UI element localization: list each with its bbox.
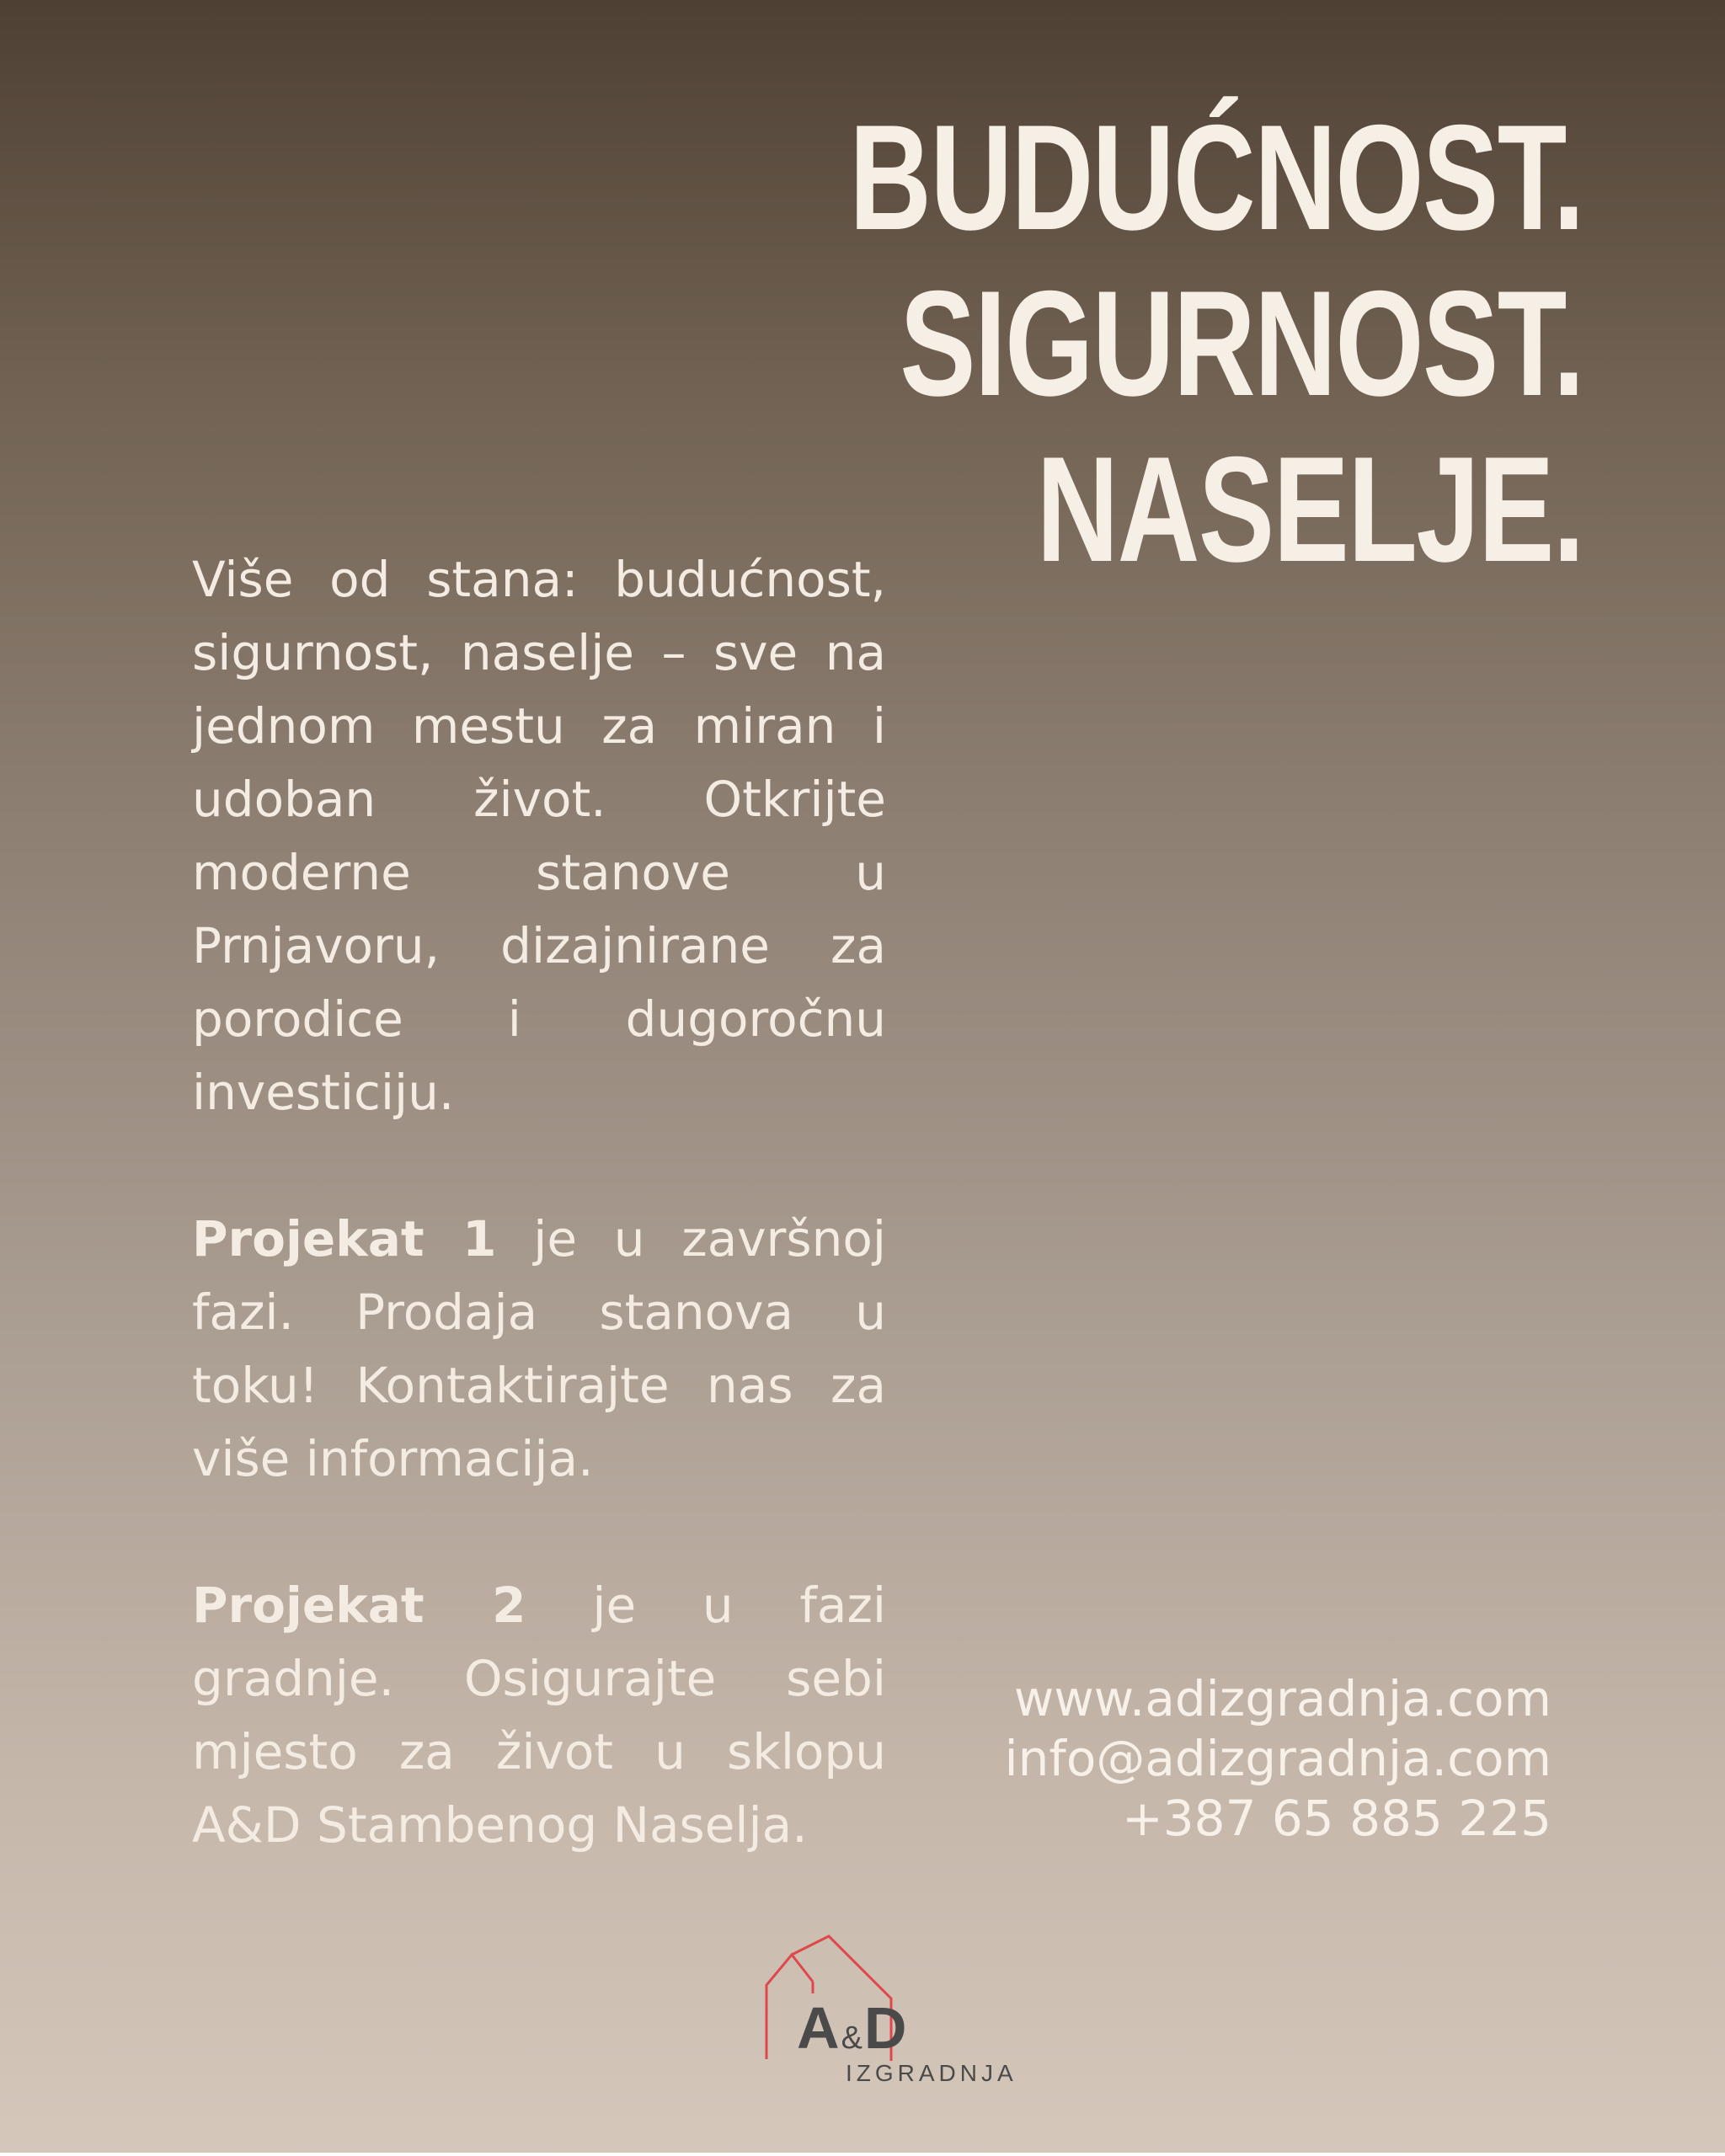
project-2-label: Projekat 2 <box>192 1577 526 1634</box>
email-link[interactable]: info@adizgradnja.com <box>1004 1730 1551 1787</box>
logo-letter-d: D <box>863 1995 907 2061</box>
project-1-label: Projekat 1 <box>192 1210 497 1267</box>
website-link[interactable]: www.adizgradnja.com <box>1013 1670 1551 1727</box>
phone-number[interactable]: +387 65 885 225 <box>1122 1790 1551 1847</box>
intro-paragraph: Više od stana: budućnost, sigurnost, naselje – sve na jednom mestu za miran i udoban život. Otkrijte moderne stanove u Prnjavoru, dizajnirane za porodice i dugoročnu investiciju. <box>192 551 886 1121</box>
project-2-text: je u fazi gradnje. Osigurajte sebi mjesto za život u sklopu A&D Stambenog Naselja. <box>192 1577 886 1854</box>
company-logo <box>758 1933 1028 2093</box>
bottom-border <box>0 2153 1725 2156</box>
project-1-text: je u završnoj fazi. Prodaja stanova u toku! Kontaktirajte nas za više informacija. <box>192 1210 886 1487</box>
project-1-paragraph <box>192 1203 886 1496</box>
headline <box>849 94 1583 592</box>
headline-line-3: NASELJE. <box>1036 425 1583 593</box>
logo-wordmark <box>797 1995 907 2068</box>
headline-line-1: BUDUĆNOST. <box>849 93 1583 261</box>
logo-ampersand: & <box>841 2020 862 2056</box>
contact-block <box>1005 1669 1551 1849</box>
logo-subtitle: IZGRADNJA <box>846 2060 1017 2086</box>
project-2-paragraph <box>192 1569 886 1862</box>
description-block <box>192 543 886 1862</box>
headline-line-2: SIGURNOST. <box>900 259 1583 427</box>
logo-letter-a: A <box>797 1995 840 2061</box>
